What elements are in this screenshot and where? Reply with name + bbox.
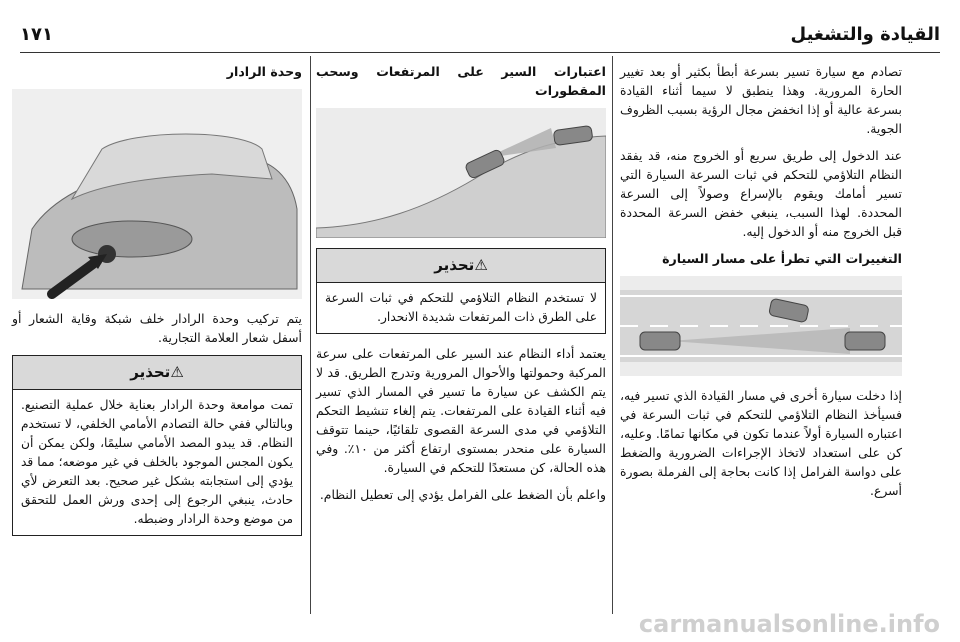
paragraph: واعلم بأن الضغط على الفرامل يؤدي إلى تعطيل النظام. [319,487,606,502]
radar-figure [12,89,302,299]
paragraph: إذا دخلت سيارة أخرى في مسار القيادة الذي تسير فيه، فسيأخذ النظام التلاؤمي للتحكم في ثبات السرعة في اعتباره السيارة أولاً عندما تكون في مكانها تمامًا. وعليه، كن على استعداد لاتخاذ الإجراءات الضرورية والضغط على دواسة الفرامل إذا كانت بحاجة إلى الفرملة بصورة أسرع. [620,388,902,498]
warning-icon: ⚠ [474,256,488,274]
section-heading: وحدة الرادار [226,64,302,79]
section-title: القيادة والتشغيل [790,23,940,45]
hill-figure [316,108,606,238]
column-left [620,62,902,508]
figure-caption: يتم تركيب وحدة الرادار خلف شبكة وقاية الشعار أو أسفل شعار العلامة التجارية. [12,311,302,345]
page-header [20,14,940,54]
warning-body: تمت موامعة وحدة الرادار بعناية خلال عملية التصنيع. وبالتالي ففي حالة التصادم الأمامي الخلفي، لا تستخدم النظام. قد يبدو المصد الأمامي سليمًا، ولكن يمكن أن يكون المجس الموجود بالخلف في غير موضعه؛ مما قد يؤدي إلى استجابته بشكل غير صحيح. بعد التعرض لأي حادث، ينبغي الرجوع إلى إحدى ورش العمل للتحقق من موضع وحدة الرادار وضبطه. [21,398,293,526]
paragraph: تصادم مع سيارة تسير بسرعة أبطأ بكثير أو بعد تغيير الحارة المرورية. وهذا ينطبق لا سيما أثناء القيادة بسرعة عالية أو إذا انخفض مجال الرؤية بسبب الظروف الجوية. [620,64,902,136]
warning-box [316,248,606,334]
warning-title: ⚠تحذير [13,356,301,390]
column-divider [310,56,311,614]
warning-icon: ⚠ [170,363,184,381]
column-right [12,62,302,546]
paragraph: يعتمد أداء النظام عند السير على المرتفعات على سرعة المركبة وحمولتها والأحوال المرورية وتدرج الطريق. قد لا يتم الكشف عن سيارة ما تسير في المسار الذي تسير فيه أثناء القيادة على المرتفعات. يتم إلغاء تنشيط التحكم التلاؤمي في مدى السرعة القصوى تلقائيًا، حينما تتوقف السيارة على منحدر بمستوى ارتفاع أكثر من ١٠٪. وفي هذه الحالة، كن مستعدًا للتحكم في السيارة. [316,346,606,475]
warning-body: لا تستخدم النظام التلاؤمي للتحكم في ثبات السرعة على الطرق ذات المرتفعات شديدة الانحدار. [325,291,597,324]
section-heading: التغييرات التي تطرأ على مسار السيارة [662,251,902,266]
section-heading: اعتبارات السير على المرتفعات وسحب المقطورات [316,64,606,98]
lane-change-figure [620,276,902,376]
lane-change-illustration [620,276,902,376]
header-rule [20,52,940,53]
car-radar-illustration [12,89,302,299]
page-number: ١٧١ [20,23,53,45]
column-divider [612,56,613,614]
watermark: carmanualsonline.info [638,610,940,638]
warning-box [12,355,302,536]
column-middle [316,62,606,512]
paragraph: عند الدخول إلى طريق سريع أو الخروج منه، قد يفقد النظام التلاؤمي للتحكم في ثبات السرعة السيارة التي تسير أمامك ويقوم بالإسراع وصولاً إلى السرعة المحددة. لهذا السبب، ينبغي خفض السرعة المحددة قبل الخروج منه أو الدخول إليه. [620,148,902,239]
warning-title: ⚠تحذير [317,249,605,283]
hill-illustration [316,108,606,238]
